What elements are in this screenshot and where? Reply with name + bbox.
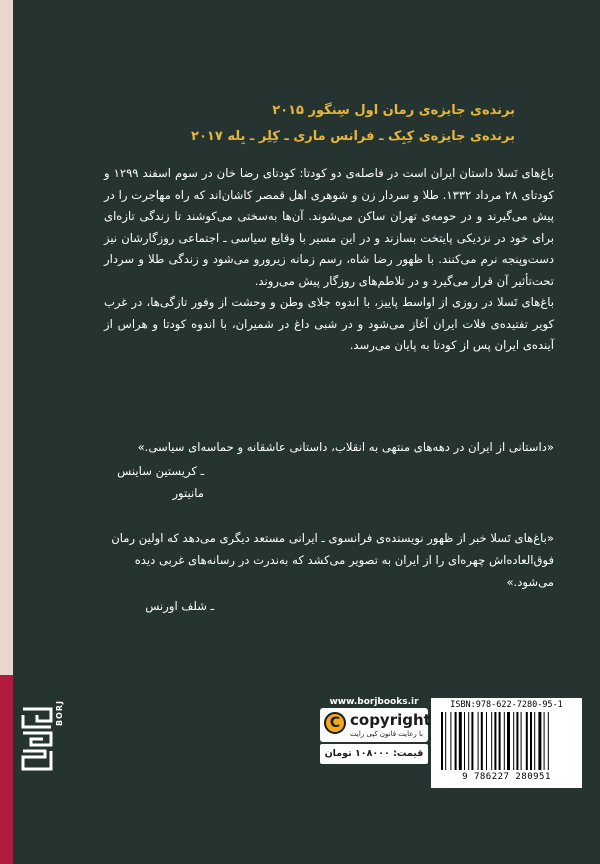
barcode-bar [459, 712, 462, 770]
barcode-bar [486, 712, 487, 770]
copyright-icon: C [324, 712, 346, 734]
awards-block [95, 98, 515, 150]
synopsis-paragraph-1: باغ‌های تَسلا داستان ایران است در فاصله‌ی دو کودتا: کودتای رضا خان در سوم اسفند ۱۲۹۹ و کودتای ۲۸ مرداد ۱۳۳۲. طلا و سردار زن و شوهری اهل قمصر کاشان‌اند که راه مهاجرت را در پیش می‌گیرند و در حومه‌ی تهران ساکن می‌شوند. آن‌ها به‌سختی می‌کوشند تا زندگی تازه‌ای برای خود در نزدیکی پایتخت بسازند و در این مسیر با وقایع سیاسی ـ اجتماعی روزگارشان نیز دست‌وپنجه نرم می‌کنند. با ظهور رضا شاه، رسم زمانه زیرورو می‌شود و زندگی طلا و سردار تحت‌تأثیر آن قرار می‌گیرد و در تلاطم‌های روزگار پیش می‌روند. [104, 166, 554, 288]
barcode-bar [516, 712, 518, 770]
barcode-bar [544, 712, 545, 770]
award-line-2: برنده‌ی جایزه‌ی کِبِک ـ فرانس ماری ـ کِلِر ـ بِله ۲۰۱۷ [191, 129, 515, 144]
barcode-bar [494, 712, 496, 770]
review-quote-1 [104, 436, 554, 504]
isbn-text: ISBN:978-622-7280-95-1 [450, 700, 563, 710]
barcode-bar [468, 712, 469, 770]
copyright-word: copyright [350, 711, 431, 729]
barcode-bar [445, 712, 446, 770]
barcode-graphic [441, 712, 572, 772]
barcode-bar [441, 712, 443, 770]
barcode-bar [450, 712, 451, 770]
barcode-bar [478, 712, 479, 770]
barcode-bar [548, 712, 549, 770]
barcode-bar [530, 712, 532, 770]
price-label: قیمت: ۱۰۸۰۰۰ تومان [320, 744, 428, 764]
publisher-website[interactable]: www.borjbooks.ir [329, 697, 419, 707]
barcode-bar [455, 712, 457, 770]
synopsis [104, 163, 554, 357]
barcode-bar [507, 712, 510, 770]
barcode-digits: 9 786227 280951 [462, 772, 551, 782]
spine-red-strip [0, 675, 13, 864]
barcode-bar [504, 712, 505, 770]
quote-author: ـ کریستین ساینس مانیتور [117, 464, 204, 500]
barcode-block [431, 698, 582, 788]
barcode-bar [538, 712, 541, 770]
publisher-logo-text: BORJ [55, 700, 64, 727]
barcode-bar [471, 712, 473, 770]
quote-text: «داستانی از ایران در دهه‌های منتهی به انقلاب، داستانی عاشقانه و حماسه‌ای سیاسی.» [137, 440, 554, 454]
barcode-bar [534, 712, 535, 770]
quote-author: ـ شلف اورنس [145, 599, 214, 613]
copyright-subtitle: با رعایت قانون کپی رایت [350, 730, 424, 738]
review-quote-2 [104, 527, 554, 617]
award-line-1: برنده‌ی جایزه‌ی رمان اول سِنگور ۲۰۱۵ [272, 103, 515, 118]
barcode-bar [526, 712, 528, 770]
borj-logo-icon [20, 706, 54, 772]
barcode-bar [521, 712, 522, 770]
quote-text: «باغ‌های تَسلا خبر از ظهور نویسنده‌ی فرانسوی ـ ایرانی مستعد دیگری می‌دهد که اولین رمان فوق‌العاده‌اش چهره‌ای را از ایران به تصویر می‌کشد که به‌ندرت در رسانه‌های غربی دیده می‌شود.» [111, 531, 554, 589]
copyright-badge [320, 708, 431, 742]
synopsis-paragraph-2: باغ‌های تَسلا در روزی از اواسط پاییز، با اندوه جلای وطن و وحشت از وفور تازگی‌ها، در غرب کویر تفتیده‌ی فلات ایران آغاز می‌شود و در شبی داغ در شمیران، با اندوه کودتا و هراس از آینده‌ی ایران پس از کودتا به پایان می‌رسد. [104, 295, 554, 352]
barcode-bar [481, 712, 483, 770]
barcode-bar [513, 712, 514, 770]
barcode-bar [499, 712, 501, 770]
barcode-bar [464, 712, 465, 770]
barcode-bar [491, 712, 492, 770]
